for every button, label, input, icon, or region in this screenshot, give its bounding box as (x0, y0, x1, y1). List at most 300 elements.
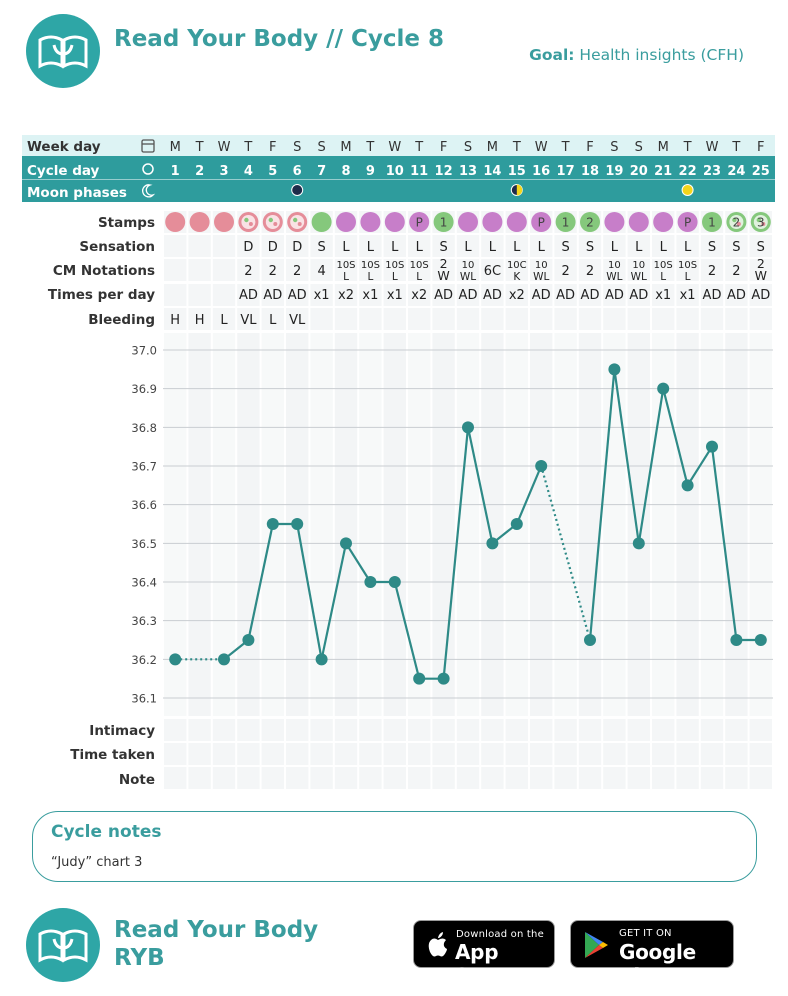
sensation-value: L (513, 240, 521, 255)
times-per-day-value: x1 (362, 288, 379, 303)
grid-cell (213, 284, 235, 306)
grid-cell (384, 719, 406, 741)
grid-cell (408, 767, 430, 789)
sensation-value: L (464, 240, 472, 255)
chart-column (384, 333, 406, 716)
week-day-letter: M (657, 140, 669, 155)
times-per-day-value: x1 (679, 288, 696, 303)
week-day-letter: T (732, 140, 741, 155)
times-per-day-value: AD (604, 288, 624, 303)
bleeding-value: VL (289, 313, 306, 328)
cm-value-bottom: L (416, 271, 423, 283)
cycle-day-number: 20 (629, 164, 648, 179)
times-per-day-value: AD (482, 288, 502, 303)
cycle-notes-box (32, 811, 757, 882)
bleeding-value: L (269, 313, 277, 328)
new-moon-icon (292, 185, 303, 196)
sensation-value: L (610, 240, 619, 255)
y-tick-label: 36.3 (131, 614, 157, 629)
cm-value-bottom: K (513, 271, 521, 283)
cm-value-bottom: L (660, 271, 667, 283)
cm-value-top: 10S (409, 260, 429, 271)
chart-column (603, 333, 625, 716)
times-per-day-value: AD (458, 288, 478, 303)
cycle-day-number: 8 (341, 164, 351, 179)
cycle-day-number: 17 (556, 164, 575, 179)
apple-icon (426, 931, 450, 959)
temperature-point (364, 576, 376, 588)
stamp (385, 212, 405, 232)
cm-value-bottom: L (343, 271, 349, 283)
grid-cell (530, 743, 552, 765)
grid-cell (164, 719, 186, 741)
cm-value: 2 (293, 264, 302, 279)
goal-value: Health insights (CFH) (579, 46, 744, 64)
grid-cell (652, 743, 674, 765)
grid-cell (628, 743, 650, 765)
grid-cell (554, 719, 576, 741)
grid-cell (750, 719, 772, 741)
grid-cell (506, 308, 528, 330)
week-day-letter: T (415, 140, 424, 155)
cycle-notes-text: “Judy” chart 3 (51, 855, 143, 870)
grid-cell (603, 308, 625, 330)
times-per-day-value: AD (751, 288, 771, 303)
temperature-point (730, 634, 742, 646)
grid-cell (506, 719, 528, 741)
y-tick-label: 36.6 (131, 498, 157, 513)
grid-cell (579, 743, 601, 765)
y-tick-label: 36.8 (131, 420, 157, 435)
grid-cell (481, 308, 503, 330)
google-play-small-text: GET IT ON (619, 928, 672, 939)
grid-cell (286, 743, 308, 765)
temperature-point (608, 363, 620, 375)
note-label: Note (118, 772, 155, 788)
chart-column (579, 333, 601, 716)
grid-cell (335, 719, 357, 741)
sensation-value: D (292, 240, 303, 255)
time-taken-label: Time taken (70, 747, 155, 763)
times-per-day-value: AD (287, 288, 307, 303)
cycle-day-number: 13 (458, 164, 478, 179)
stamp-baby (263, 212, 283, 232)
temperature-point (413, 673, 425, 685)
grid-cell (359, 308, 381, 330)
cm-value-bottom: WL (630, 271, 647, 283)
grid-cell (432, 719, 454, 741)
cycle-day-number: 16 (532, 164, 551, 179)
times-per-day-value: AD (556, 288, 576, 303)
chart-column (750, 333, 772, 716)
temperature-point (242, 634, 254, 646)
cycle-day-number: 10 (385, 164, 404, 179)
grid-cell (164, 259, 186, 281)
cm-value-top: 10 (534, 260, 548, 271)
week-day-letter: F (269, 140, 277, 155)
grid-cell (384, 767, 406, 789)
full-moon-icon (682, 185, 693, 196)
grid-cell (310, 767, 332, 789)
stamp-label: 1 (708, 215, 716, 230)
temperature-point (657, 383, 669, 395)
grid-cell (408, 308, 430, 330)
stamp-baby (238, 212, 258, 232)
app-store-badge[interactable] (413, 920, 555, 988)
grid-cell (676, 308, 698, 330)
cycle-day-number: 11 (410, 164, 429, 179)
grid-cell (481, 743, 503, 765)
cm-value-top: 10C (506, 260, 527, 271)
temperature-point (438, 673, 450, 685)
times-per-day-value: AD (726, 288, 746, 303)
grid-cell (481, 767, 503, 789)
grid-cell (188, 767, 210, 789)
cm-value-top: 10S (678, 260, 698, 271)
temperature-point (706, 441, 718, 453)
cycle-day-label: Cycle day (27, 163, 100, 179)
grid-cell (750, 767, 772, 789)
stamps-label: Stamps (97, 215, 155, 231)
moon-phases-label: Moon phases (27, 185, 127, 201)
cm-value-top: 10 (608, 260, 621, 271)
grid-cell (579, 308, 601, 330)
week-day-letter: T (195, 140, 204, 155)
week-day-letter: F (586, 140, 594, 155)
cm-value-top: 2 (756, 256, 765, 271)
grid-cell (335, 743, 357, 765)
cm-value: 6C (483, 264, 502, 279)
grid-cell (725, 308, 747, 330)
grid-cell (603, 743, 625, 765)
grid-cell (408, 743, 430, 765)
app-title: Read Your Body // Cycle 8 (114, 26, 444, 52)
stamp (360, 212, 380, 232)
grid-cell (384, 743, 406, 765)
grid-cell (188, 235, 210, 257)
times-per-day-value: x2 (411, 288, 428, 303)
times-per-day-value: AD (238, 288, 258, 303)
chart-column (335, 333, 357, 716)
cm-notations-label: CM Notations (52, 263, 155, 279)
grid-cell (457, 719, 479, 741)
grid-cell (310, 308, 332, 330)
grid-cell (188, 719, 210, 741)
times-per-day-label: Times per day (47, 287, 155, 303)
grid-cell (701, 743, 723, 765)
app-store-small-text: Download on the (456, 929, 544, 940)
times-per-day-value: x2 (338, 288, 354, 303)
cycle-day-number: 4 (243, 164, 253, 179)
grid-cell (359, 743, 381, 765)
week-day-letter: W (388, 140, 402, 155)
temperature-point (633, 537, 645, 549)
cm-value: 2 (585, 264, 595, 279)
y-tick-label: 37.0 (131, 343, 157, 358)
y-tick-label: 36.1 (131, 691, 157, 706)
week-day-letter: T (512, 140, 521, 155)
stamp-label: P (415, 215, 423, 230)
stamp (507, 212, 527, 232)
week-day-letter: M (169, 140, 181, 155)
sensation-value: S (707, 240, 717, 255)
footer-brand-short: RYB (114, 945, 165, 971)
cycle-day-number: 7 (317, 164, 327, 179)
grid-cell (457, 767, 479, 789)
times-per-day-value: AD (531, 288, 551, 303)
cycle-day-number: 23 (702, 164, 722, 179)
grid-cell (652, 308, 674, 330)
sensation-value: S (732, 240, 741, 255)
grid-cell (701, 719, 723, 741)
grid-cell (213, 235, 235, 257)
stamp-label: 2 (586, 215, 594, 230)
footer-logo (26, 908, 100, 982)
sensation-label: Sensation (79, 239, 155, 255)
google-play-big-text: Google Play (619, 940, 696, 988)
sensation-value: L (366, 240, 375, 255)
grid-cell (237, 743, 259, 765)
grid-cell (384, 308, 406, 330)
stamp (482, 212, 502, 232)
grid-cell (432, 767, 454, 789)
cm-value-top: 2 (439, 256, 448, 271)
temperature-point (218, 653, 230, 665)
grid-cell (554, 308, 576, 330)
grid-cell (335, 308, 357, 330)
cm-value-top: 10S (653, 260, 673, 271)
sensation-value: S (317, 240, 326, 255)
bleeding-value: H (194, 313, 205, 328)
stamp (190, 212, 210, 232)
grid-cell (628, 308, 650, 330)
week-day-letter: W (534, 140, 548, 155)
intimacy-label: Intimacy (89, 723, 155, 739)
stamp (458, 212, 478, 232)
temperature-point (584, 634, 596, 646)
grid-cell (725, 767, 747, 789)
chart-column (481, 333, 503, 716)
grid-cell (506, 743, 528, 765)
grid-cell (359, 719, 381, 741)
grid-cell (457, 308, 479, 330)
cm-value: 2 (732, 264, 741, 279)
grid-cell (188, 743, 210, 765)
times-per-day-value: AD (702, 288, 722, 303)
open-book-icon (26, 908, 100, 982)
grid-cell (481, 719, 503, 741)
grid-cell (676, 743, 698, 765)
times-per-day-value: x1 (313, 288, 330, 303)
sensation-value: L (659, 240, 667, 255)
cm-value-bottom: WL (533, 271, 550, 283)
grid-cell (335, 767, 357, 789)
footer-brand-name: Read Your Body (114, 917, 319, 943)
cm-value-bottom: WL (459, 271, 477, 283)
cycle-day-number: 5 (268, 164, 278, 179)
times-per-day-value: x1 (386, 288, 403, 303)
grid-cell (725, 719, 747, 741)
sensation-value: L (683, 240, 692, 255)
stamp-label: P (683, 215, 692, 230)
stamp-label: P (537, 215, 545, 230)
cm-value-top: 10S (360, 260, 380, 271)
cycle-day-number: 1 (170, 164, 180, 179)
google-play-badge[interactable] (570, 920, 734, 988)
grid-cell (676, 719, 698, 741)
sensation-value: D (243, 240, 254, 255)
bleeding-value: H (170, 313, 181, 328)
grid-cell (164, 743, 186, 765)
week-day-letter: M (340, 140, 352, 155)
times-per-day-value: AD (263, 288, 283, 303)
week-day-letter: T (561, 140, 570, 155)
grid-cell (408, 719, 430, 741)
week-day-letter: T (683, 140, 692, 155)
grid-cell (188, 284, 210, 306)
grid-cell (213, 743, 235, 765)
stamp-label: 1 (439, 215, 448, 230)
grid-cell (359, 767, 381, 789)
grid-cell (164, 767, 186, 789)
cm-value-bottom: L (367, 271, 374, 283)
cycle-day-number: 18 (580, 164, 600, 179)
cycle-notes-title: Cycle notes (51, 822, 162, 842)
cm-value-bottom: W (754, 268, 767, 283)
cm-value: 2 (244, 264, 253, 279)
week-day-letter: S (634, 140, 643, 155)
temperature-point (682, 479, 694, 491)
grid-cell (262, 743, 284, 765)
grid-cell (554, 743, 576, 765)
week-day-letter: S (463, 140, 473, 155)
cm-value-bottom: L (684, 271, 691, 283)
cycle-day-number: 22 (678, 164, 697, 179)
cycle-day-number: 21 (654, 164, 673, 179)
footer-brand (114, 916, 318, 972)
sensation-value: L (391, 240, 399, 255)
google-play-icon (583, 930, 609, 960)
cycle-day-number: 6 (292, 164, 302, 179)
stamp (629, 212, 649, 232)
grid-cell (286, 767, 308, 789)
cm-value: 2 (561, 264, 570, 279)
bleeding-label: Bleeding (88, 312, 155, 328)
cm-value: 2 (707, 264, 717, 279)
week-day-letter: M (486, 140, 499, 155)
stamp (312, 212, 332, 232)
grid-cell (750, 743, 772, 765)
grid-cell (506, 767, 528, 789)
grid-cell (213, 259, 235, 281)
cycle-day-number: 24 (727, 164, 746, 179)
sensation-value: S (756, 240, 765, 255)
grid-cell (530, 308, 552, 330)
temperature-point (486, 537, 498, 549)
y-tick-label: 36.2 (131, 652, 157, 667)
grid-cell (262, 767, 284, 789)
grid-cell (554, 767, 576, 789)
grid-cell (164, 284, 186, 306)
temperature-point (340, 537, 352, 549)
chart-column (457, 333, 479, 716)
sensation-value: L (342, 240, 350, 255)
temperature-point (316, 653, 328, 665)
grid-cell (310, 743, 332, 765)
temperature-point (389, 576, 401, 588)
stamp (165, 212, 185, 232)
chart-column (628, 333, 650, 716)
grid-cell (750, 308, 772, 330)
sensation-value: S (561, 240, 570, 255)
grid-cell (603, 719, 625, 741)
temperature-point (267, 518, 279, 530)
cm-value-top: 10S (336, 260, 356, 271)
cm-value-top: 10 (632, 260, 646, 271)
chart-column (237, 333, 259, 716)
cm-value-bottom: WL (606, 271, 623, 283)
app-store-big-text: App Store (455, 940, 515, 988)
cm-value-bottom: L (391, 271, 398, 283)
sensation-value: L (488, 240, 497, 255)
grid-cell (164, 235, 186, 257)
sensation-value: S (585, 240, 595, 255)
y-tick-label: 36.9 (131, 382, 157, 397)
times-per-day-value: x2 (508, 288, 525, 303)
y-tick-label: 36.4 (131, 575, 157, 590)
grid-cell (701, 767, 723, 789)
cycle-day-number: 3 (219, 164, 229, 179)
temperature-point (535, 460, 547, 472)
grid-cell (603, 767, 625, 789)
stamp (214, 212, 234, 232)
grid-cell (676, 767, 698, 789)
grid-cell (188, 259, 210, 281)
grid-cell (579, 767, 601, 789)
cycle-day-number: 25 (751, 164, 770, 179)
sensation-value: D (267, 240, 278, 255)
cycle-day-number: 14 (483, 164, 502, 179)
cycle-day-number: 15 (507, 164, 526, 179)
grid-cell (457, 743, 479, 765)
bleeding-value: L (220, 313, 228, 328)
week-day-letter: T (366, 140, 375, 155)
cm-value: 2 (268, 264, 277, 279)
stamp-label: 2 (732, 215, 741, 230)
grid-cell (237, 719, 259, 741)
week-day-label: Week day (27, 139, 101, 155)
grid-cell (652, 767, 674, 789)
week-day-letter: S (317, 140, 326, 155)
stamp-label: 3 (756, 215, 765, 230)
grid-cell (432, 743, 454, 765)
sensation-value: L (537, 240, 545, 255)
grid-cell (530, 767, 552, 789)
y-tick-label: 36.7 (131, 459, 157, 474)
grid-cell (310, 719, 332, 741)
week-day-letter: T (244, 140, 253, 155)
stamp (336, 212, 356, 232)
chart-column (432, 333, 454, 716)
grid-cell (286, 719, 308, 741)
quarter-moon-icon (511, 185, 522, 196)
times-per-day-value: AD (629, 288, 649, 303)
grid-cell (652, 719, 674, 741)
temperature-point (462, 421, 474, 433)
temperature-point (291, 518, 303, 530)
grid-cell (579, 719, 601, 741)
temperature-point (169, 653, 181, 665)
